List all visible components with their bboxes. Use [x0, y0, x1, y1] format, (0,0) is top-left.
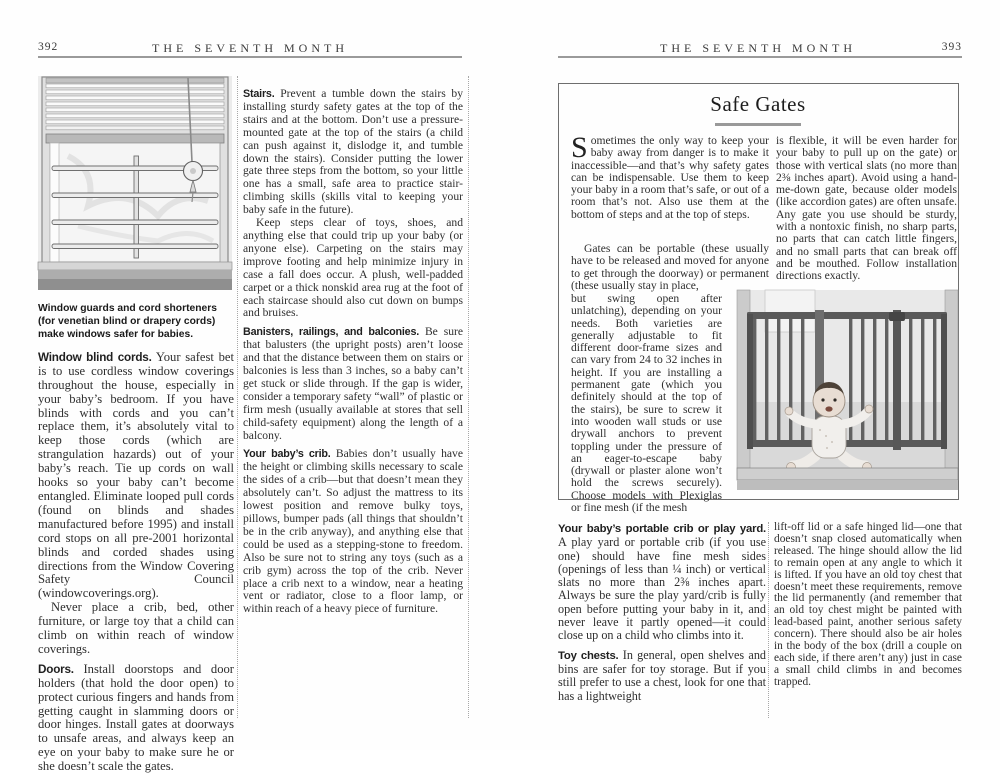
column-2-page-392 [243, 88, 463, 616]
paragraph-banisters [243, 326, 463, 442]
paragraph-text: Gates can be portable (these usually have to be released and moved for anyone to get through the doorway) or permanent (these usually stay in place, [571, 242, 769, 292]
paragraph-text: In general, open shelves and bins are safer for toy storage. But if you still prefer to use a chest, look for one that has a lightweight [558, 647, 767, 703]
box-column-1-top [571, 131, 769, 221]
paragraph-text: Sometimes the only way to keep your baby away from danger is to make it inaccessible—and that’s why safety gates can be indispensable. Use them to keep your baby in a room that’s safe, or out of a room that’s not. Also use them at the bottom of steps and at the top of steps. [571, 131, 769, 221]
paragraph-lid-continued [774, 522, 962, 689]
paragraph-never-place [38, 601, 234, 657]
paragraph-stairs [243, 88, 463, 217]
running-head-left: THE SEVENTH MONTH [152, 41, 348, 55]
column-1-page-393 [558, 522, 766, 703]
paragraph-text: Your safest bet is to use cordless window coverings throughout the house, especially in your baby’s bedroom. If you have blinds with cords and you can’t replace them, it’s absolutely vital to keep those cords (which are strangulation hazards) out of your baby’s reach. Tie up cords on wall hooks so your baby can’t become entangled. Eliminate looped pull cords (found on blinds and shades manufactured before 1995) and install cord stops on all pre-2001 horizontal blinds and corded shades using directions from the Window Covering Safety Council (windowcoverings.org). [38, 349, 234, 601]
paragraph-lead: Toy chests. [558, 649, 619, 662]
page-number-392: 392 [38, 41, 59, 53]
paragraph-text: A play yard or portable crib (if you use one) should have fine mesh sides (openings of less than ¼ inch) or vertical slats no more than 2⅜ inches apart. Always be sure the play yard/crib is fully open before putting your baby in it, and never leave it partly opened—it could close up on a child who climbs into it. [558, 535, 766, 643]
box-column-1-mid [571, 243, 769, 292]
paragraph-lead: Your baby’s portable crib or play yard. [558, 523, 766, 535]
paragraph-text: lift-off lid or a safe hinged lid—one that doesn’t snap closed automatically when released. The hinge should allow the lid to remain open at any angle to which it is lifted. If you have an old toy chest that doesn’t meet these requirements, remove the lid permanently (and remember that an old toy chest might be painted with lead-based paint, another serious safety concern). There should also be air holes in the body of the box (drill a couple on each side, if there aren’t any) just in case a small child climbs in and becomes trapped. [774, 521, 962, 688]
running-head-right: THE SEVENTH MONTH [660, 41, 856, 55]
paragraph-lead: Banisters, railings, and balconies. [243, 326, 420, 339]
paragraph-text: Prevent a tumble down the stairs by installing sturdy safety gates at the top of the stairs and at the bottom. Don’t use a pressure-mounted gate at the top of the stairs (a child can push against it, dislodge it, and tumble down the stairs). Consider putting the lower gate three steps from the bottom, so your little one has a small, safe area to practice stair-climbing skills (skills vital to keeping your baby safe in the future). [243, 87, 463, 217]
paragraph-text: Install doorstops and door holders (that hold the door open) to protect curious fingers and hands from getting caught in slamming doors or door hinges. Install gates at doorways to unsafe areas, and always keep an eye on your baby to make sure he or she doesn’t scale the gates. [38, 661, 235, 774]
header-rule-left [38, 56, 462, 58]
box-column-1-narrow [571, 293, 722, 514]
paragraph-text: but swing open after unlatching), depending on your needs. Both varieties are generally adjustable to fit different door-frame sizes and can vary from 24 to 32 inches in height. If you are installing a permanent gate (which you definitely should at the top of the stairs), be sure to screw it into wooden wall studs or use drywall anchors to prevent toppling under the pressure of an eager-to-escape baby (drywall or plaster alone won’t hold the screws securely). Choose models with Plexiglas or fine mesh (if the mesh [571, 292, 722, 515]
column-1-page-392 [38, 76, 234, 774]
paragraph-lead: Doors. [38, 662, 74, 676]
paragraph-text: Keep steps clear of toys, shoes, and anything else that could trip up your baby (or anyone else). Carpeting on the stairs may improve footing and help minimize injury in case a fall does occur. A plush, well-padded carpet or a thick nonskid area rug at the foot of each staircase should also cut down on bumps and bruises. [243, 216, 463, 320]
page-number-393: 393 [941, 41, 962, 53]
box-title: Safe Gates [710, 92, 806, 116]
paragraph-text: Be sure that balusters (the upright posts) aren’t loose and that the distance between them on stairs or balconies is less than 3 inches, so a baby can’t get stuck or slide through. If the gap is wider, consider a temporary safety “wall” of plastic or firm mesh (usually available at stores that sell child-safety equipment) along the length of a balcony. [243, 325, 464, 442]
paragraph-gates-portable [571, 243, 769, 292]
box-title-underline [715, 123, 801, 126]
page-edge-rule-392 [468, 76, 469, 718]
safety-gate-baby-illustration [737, 290, 958, 490]
paragraph-lead: Window blind cords. [38, 350, 152, 364]
paragraph-doors [38, 663, 234, 774]
column-divider-393 [768, 522, 769, 718]
paragraph-babys-crib [243, 448, 463, 616]
paragraph-play-yard [558, 522, 766, 643]
illustration-caption: Window guards and cord shorteners (for venetian blind or drapery cords) make windows safer for babies. [38, 302, 217, 340]
paragraph-keep-steps [243, 217, 463, 320]
column-2-page-393 [774, 522, 962, 689]
paragraph-text: is flexible, it will be even harder for your baby to pull up on the gate) or those with vertical slats (no more than 2⅜ inches apart). Avoid using a hand-me-down gate, because older models (like accordion gates) are often unsafe. Any gate you use should be sturdy, with a nontoxic finish, no sharp parts, no parts that can catch little fingers, and no small parts that can break off and be mouthed. Follow installation directions exactly. [776, 134, 957, 283]
paragraph-text: Never place a crib, bed, other furniture, or large toy that a child can climb on within reach of window coverings. [38, 600, 234, 656]
paragraph-lead: Your baby’s crib. [243, 448, 331, 461]
paragraph-toy-chests [558, 649, 766, 703]
header-rule-right [558, 56, 962, 58]
paragraph-lead: Stairs. [243, 88, 275, 100]
paragraph-window-blind-cords [38, 351, 234, 601]
column-divider-392 [237, 76, 238, 718]
paragraph-text: Babies don’t usually have the height or climbing skills necessary to scale the sides of a crib—but that doesn’t mean they absolutely can’t. So adjust the mattress to its lowest position and remove bulky toys, pillows, bumper pads (all things that shouldn’t be in the crib anyway), and anything else that could be used as a stepping-stone to freedom. Also be sure not to string any toys (such as a crib gym) across the top of the crib. Never place a crib next to a window, near a heating vent or radiator, close to a floor lamp, or within reach of a heavy piece of furniture. [243, 447, 463, 616]
venetian-blind-illustration [38, 76, 232, 290]
box-column-2 [776, 135, 957, 283]
